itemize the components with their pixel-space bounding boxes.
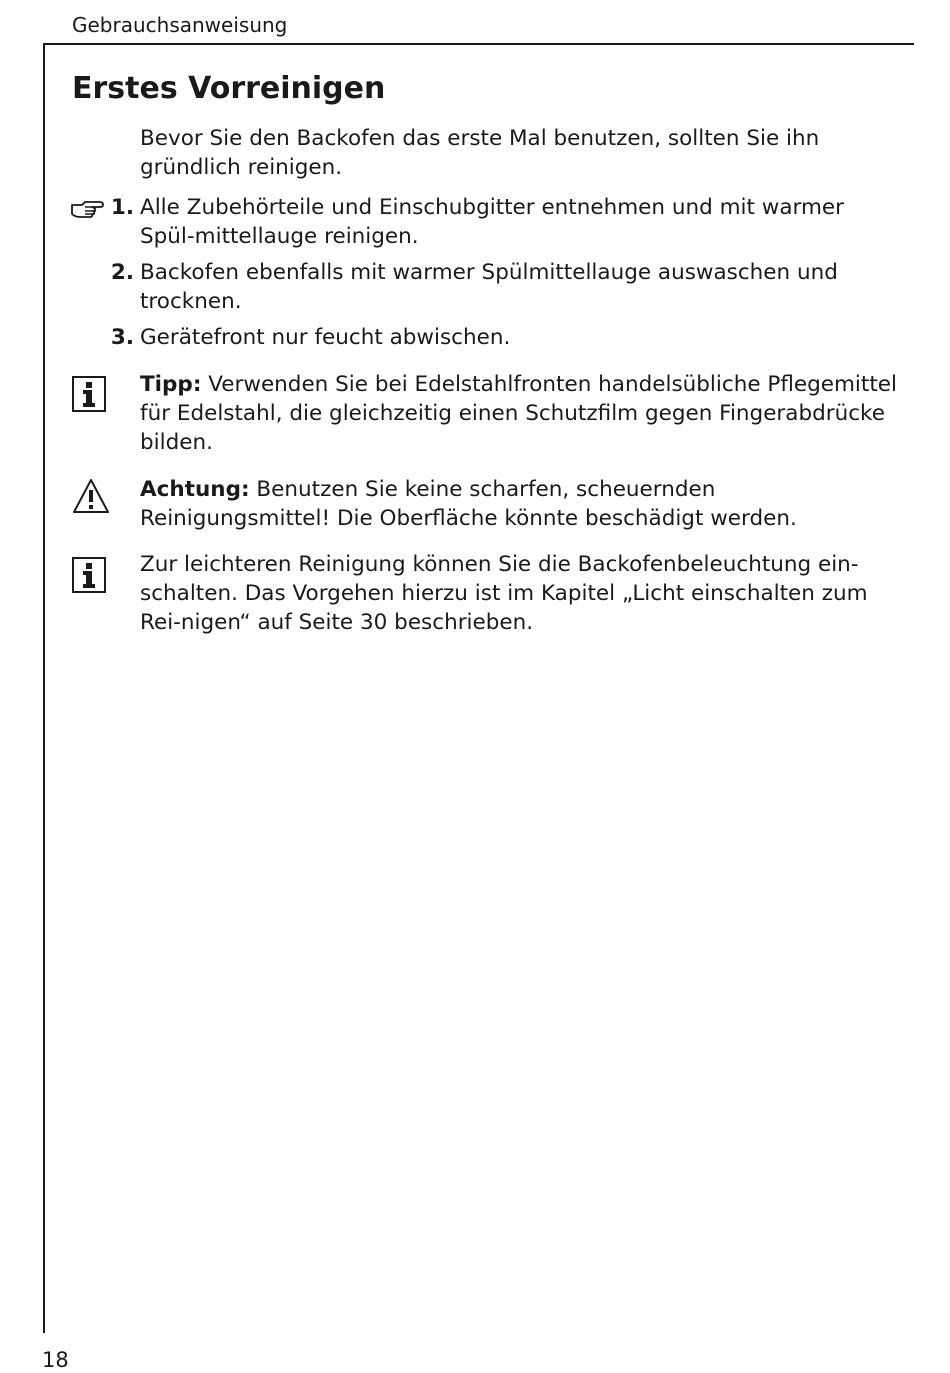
header-rule xyxy=(43,43,914,45)
section-title: Erstes Vorreinigen xyxy=(72,71,386,106)
pointing-hand-icon xyxy=(70,197,104,219)
intro-paragraph: Bevor Sie den Backofen das erste Mal benutzen, sollten Sie ihn gründlich reinigen. xyxy=(140,126,820,180)
step-number: 3. xyxy=(110,325,134,350)
tip-paragraph xyxy=(140,370,900,457)
info-paragraph: Zur leichteren Reinigung können Sie die Backofenbeleuchtung ein-schalten. Das Vorgehen hierzu ist im Kapitel „Licht einschalten zum Rei-nigen“ auf Seite 30 beschrieben. xyxy=(140,552,868,635)
step-text: Gerätefront nur feucht abwischen. xyxy=(140,325,511,350)
running-head: Gebrauchsanweisung xyxy=(72,13,288,37)
info-icon xyxy=(72,557,106,593)
step-number: 2. xyxy=(110,260,134,285)
info-icon xyxy=(72,376,106,412)
step-text: Alle Zubehörteile und Einschubgitter entnehmen und mit warmer Spül-mittellauge reinigen. xyxy=(140,195,844,249)
page-number: 18 xyxy=(42,1348,69,1372)
warning-paragraph xyxy=(140,475,900,533)
margin-rule xyxy=(43,43,45,1333)
warning-triangle-icon xyxy=(72,478,110,514)
step-text: Backofen ebenfalls mit warmer Spülmittellauge auswaschen und trocknen. xyxy=(140,260,838,314)
tip-label: Tipp: xyxy=(140,372,202,397)
step-number: 1. xyxy=(110,195,134,220)
tip-text: Verwenden Sie bei Edelstahlfronten handelsübliche Pflegemittel für Edelstahl, die gleichzeitig einen Schutzfilm gegen Fingerabdrücke bilden. xyxy=(140,372,897,455)
warning-label: Achtung: xyxy=(140,477,250,502)
warning-text: Benutzen Sie keine scharfen, scheuernden Reinigungsmittel! Die Oberfläche könnte beschädigt werden. xyxy=(140,477,797,531)
